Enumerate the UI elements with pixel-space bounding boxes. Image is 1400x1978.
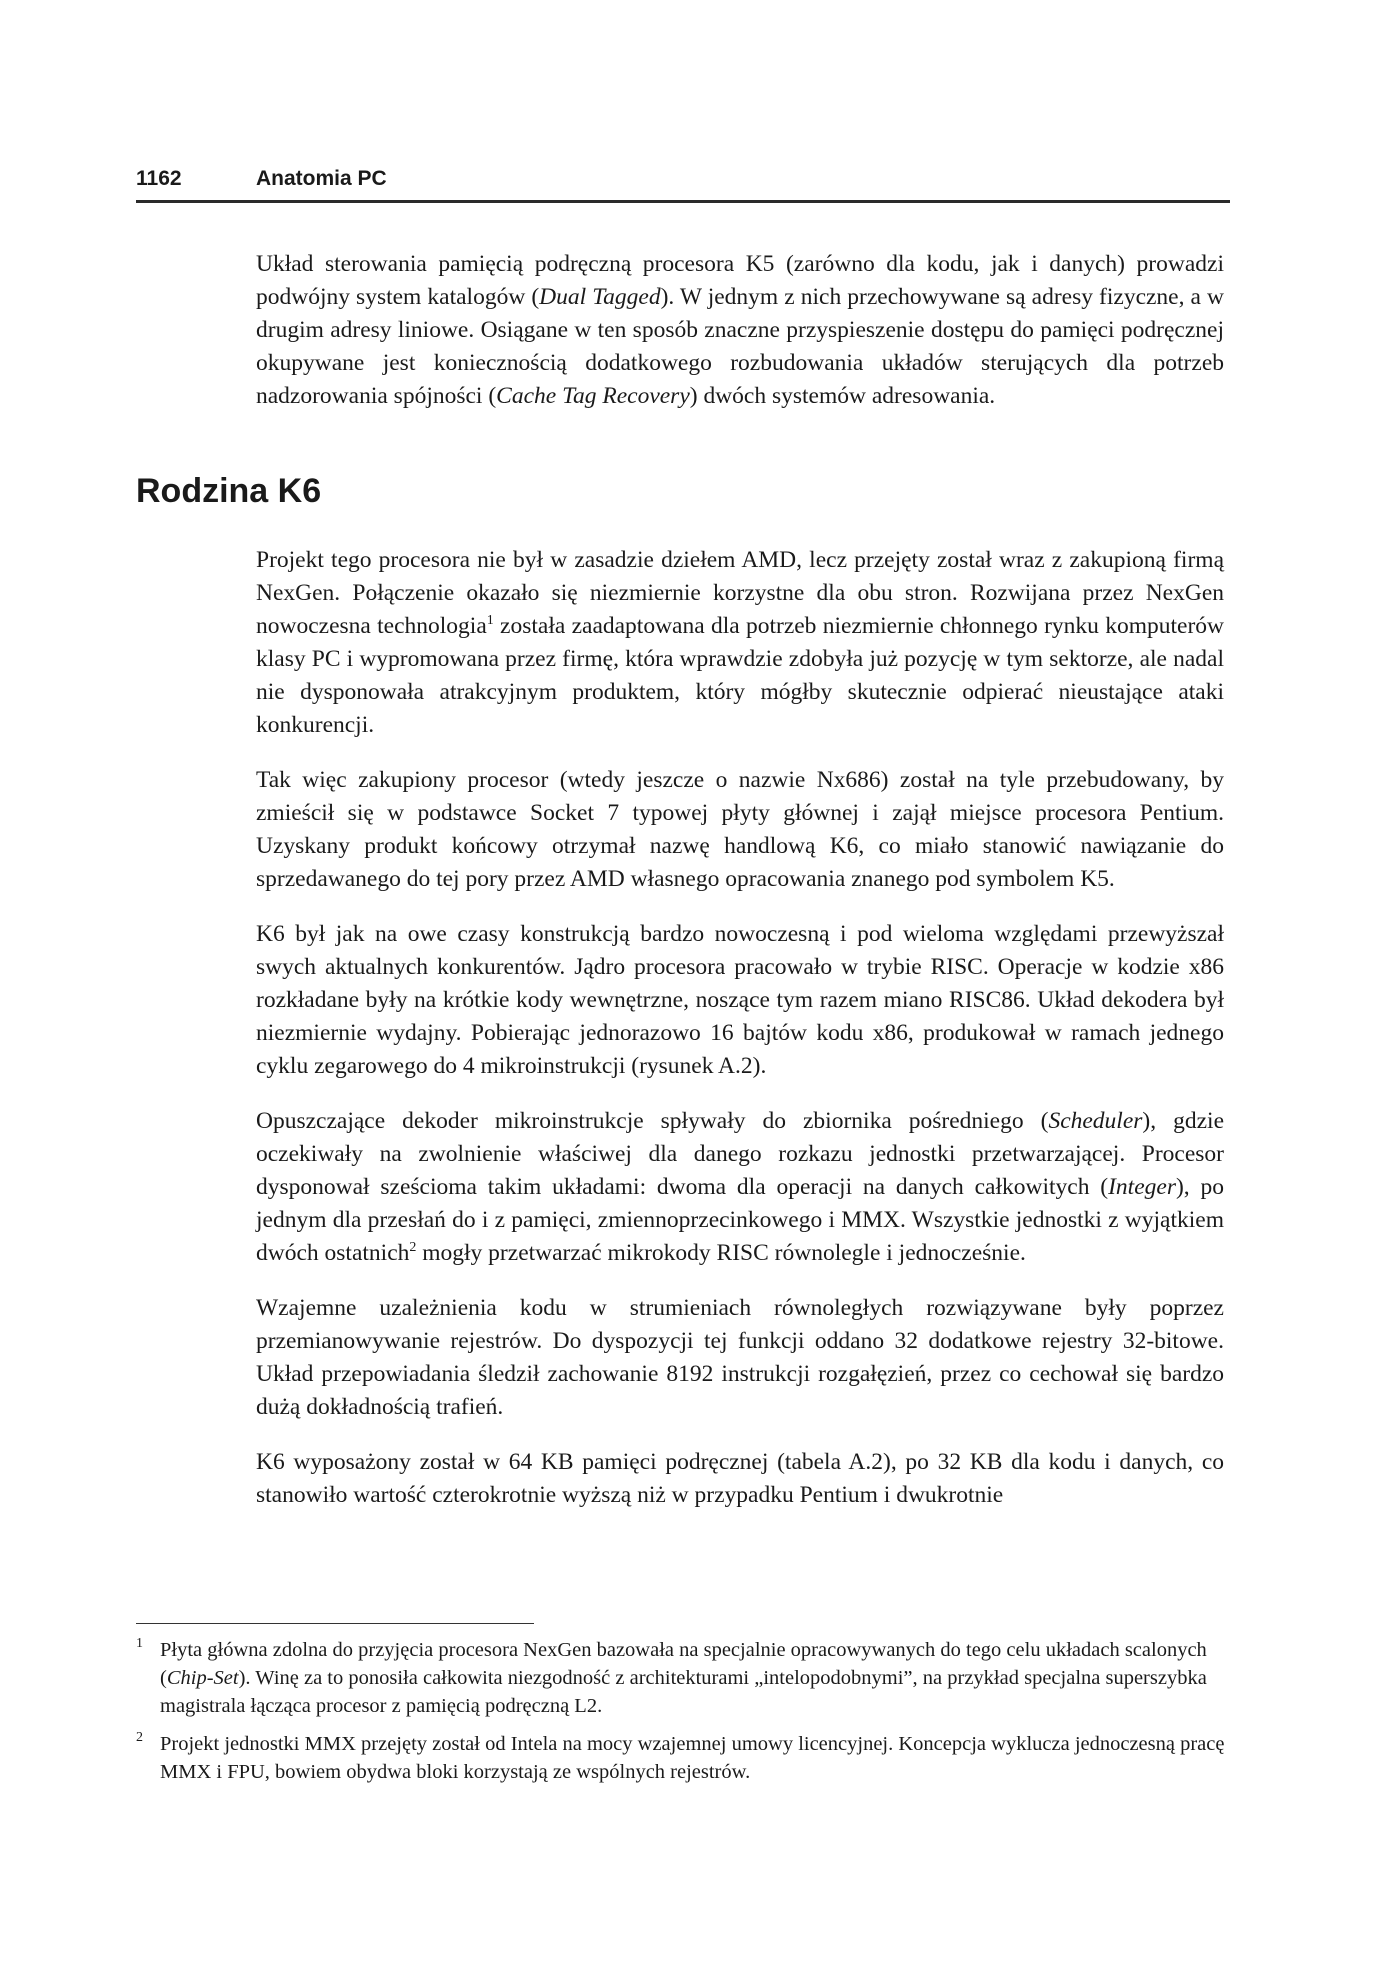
running-title: Anatomia PC — [256, 167, 387, 190]
text-run: Płyta główna zdolna do przyjęcia procesora NexGen bazowała na specjalnie opracowywanych do tego celu układach scalonych ( — [160, 1639, 1207, 1689]
text-run: K6 był jak na owe czasy konstrukcją bardzo nowoczesną i pod wieloma względami przewyższał swych aktualnych konkurentów. Jądro procesora pracowało w trybie RISC. Operacje w kodzie x86 rozkładane były na krótkie kody wewnętrzne, noszące tym razem miano RISC86. Układ dekodera był niezmiernie wydajny. Pobierając jednorazowo 16 bajtów kodu x86, produkował w ramach jednego cyklu zegarowego do 4 mikroinstrukcji (rysunek A.2). — [256, 921, 1224, 1079]
text-run: ) dwóch systemów adresowania. — [689, 383, 996, 409]
section-heading: Rodzina K6 — [136, 472, 322, 510]
text-run: mogły przetwarzać mikrokody RISC równolegle i jednocześnie. — [416, 1240, 1026, 1266]
italic-term: Chip-Set — [166, 1667, 239, 1689]
section-body — [256, 544, 1224, 1534]
paragraph — [256, 248, 1224, 413]
text-run: Projekt jednostki MMX przejęty został od Intela na mocy wzajemnej umowy licencyjnej. Koncepcja wyklucza jednoczesną pracę MMX i FPU, bowiem obydwa bloki korzystają ze wspólnych rejestrów. — [160, 1733, 1225, 1783]
text-run: została zaadaptowana dla potrzeb niezmiernie chłonnego rynku komputerów klasy PC i wypromowana przez firmę, która wprawdzie zdobyła już pozycję w tym sektorze, ale nadal nie dysponowała atrakcyjnym produktem, który mógłby skutecznie odpierać nieustające ataki konkurencji. — [256, 613, 1225, 738]
text-run: K6 wyposażony został w 64 KB pamięci podręcznej (tabela A.2), po 32 KB dla kodu i danych, co stanowiło wartość czterokrotnie wyższą niż w przypadku Pentium i dwukrotnie — [256, 1449, 1224, 1508]
footnote — [136, 1636, 1226, 1720]
paragraph — [256, 1105, 1224, 1270]
text-run: ), gdzie oczekiwały na zwolnienie właściwej dla danego rozkazu jednostki przetwarzającej. Procesor dysponował sześcioma takim układami: dwoma dla operacji na danych całkowitych ( — [256, 1108, 1224, 1200]
paragraph — [256, 1292, 1224, 1424]
text-run: ). W jednym z nich przechowywane są adresy fizyczne, a w drugim adresy liniowe. Osiągane w ten sposób znaczne przyspieszenie dostępu do pamięci podręcznej okupywane jest koniecznością dodatkowego rozbudowania układów sterujących dla potrzeb nadzorowania spójności ( — [256, 284, 1224, 409]
paragraph — [256, 544, 1224, 742]
footnote-reference: 2 — [409, 1240, 417, 1256]
footnote — [136, 1730, 1226, 1786]
paragraph — [256, 1446, 1224, 1512]
text-run: ). Winę za to ponosiła całkowita niezgodność z architekturami „intelopodobnymi”, na przykład specjalna superszybka magistrala łącząca procesor z pamięcią podręczną L2. — [160, 1667, 1207, 1717]
footnote-number: 1 — [136, 1636, 143, 1651]
footnote-number: 2 — [136, 1730, 143, 1745]
text-run: Opuszczające dekoder mikroinstrukcje spływały do zbiornika pośredniego ( — [256, 1108, 1049, 1134]
text-run: Wzajemne uzależnienia kodu w strumieniach równoległych rozwiązywane były poprzez przemianowywanie rejestrów. Do dyspozycji tej funkcji oddano 32 dodatkowe rejestry 32-bitowe. Układ przepowiadania śledził zachowanie 8192 instrukcji rozgałęzień, przez co cechował się bardzo dużą dokładnością trafień. — [256, 1295, 1224, 1420]
text-run: Projekt tego procesora nie był w zasadzie dziełem AMD, lecz przejęty został wraz z zakupioną firmą NexGen. Połączenie okazało się niezmiernie korzystne dla obu stron. Rozwijana przez NexGen nowoczesna technologia — [256, 547, 1224, 639]
running-header — [136, 164, 1230, 203]
text-run: ), po jednym dla przesłań do i z pamięci, zmiennoprzecinkowego i MMX. Wszystkie jednostki z wyjątkiem dwóch ostatnich — [256, 1174, 1225, 1266]
text-run: Układ sterowania pamięcią podręczną procesora K5 (zarówno dla kodu, jak i danych) prowadzi podwójny system katalogów ( — [256, 251, 1224, 310]
footnote-separator — [136, 1623, 534, 1624]
italic-term: Cache Tag Recovery — [496, 383, 690, 409]
intro-text — [256, 248, 1224, 435]
paragraph — [256, 764, 1224, 896]
italic-term: Dual Tagged — [539, 284, 661, 310]
page-number: 1162 — [136, 167, 182, 190]
footnote-reference: 1 — [486, 613, 494, 629]
footnotes — [136, 1636, 1226, 1796]
paragraph — [256, 918, 1224, 1083]
italic-term: Scheduler — [1048, 1108, 1143, 1134]
italic-term: Integer — [1108, 1174, 1176, 1200]
text-run: Tak więc zakupiony procesor (wtedy jeszcze o nazwie Nx686) został na tyle przebudowany, by zmieścił się w podstawce Socket 7 typowej płyty głównej i zajął miejsce procesora Pentium. Uzyskany produkt końcowy otrzymał nazwę handlową K6, co miało stanowić nawiązanie do sprzedawanego do tej pory przez AMD własnego opracowania znanego pod symbolem K5. — [256, 767, 1224, 892]
